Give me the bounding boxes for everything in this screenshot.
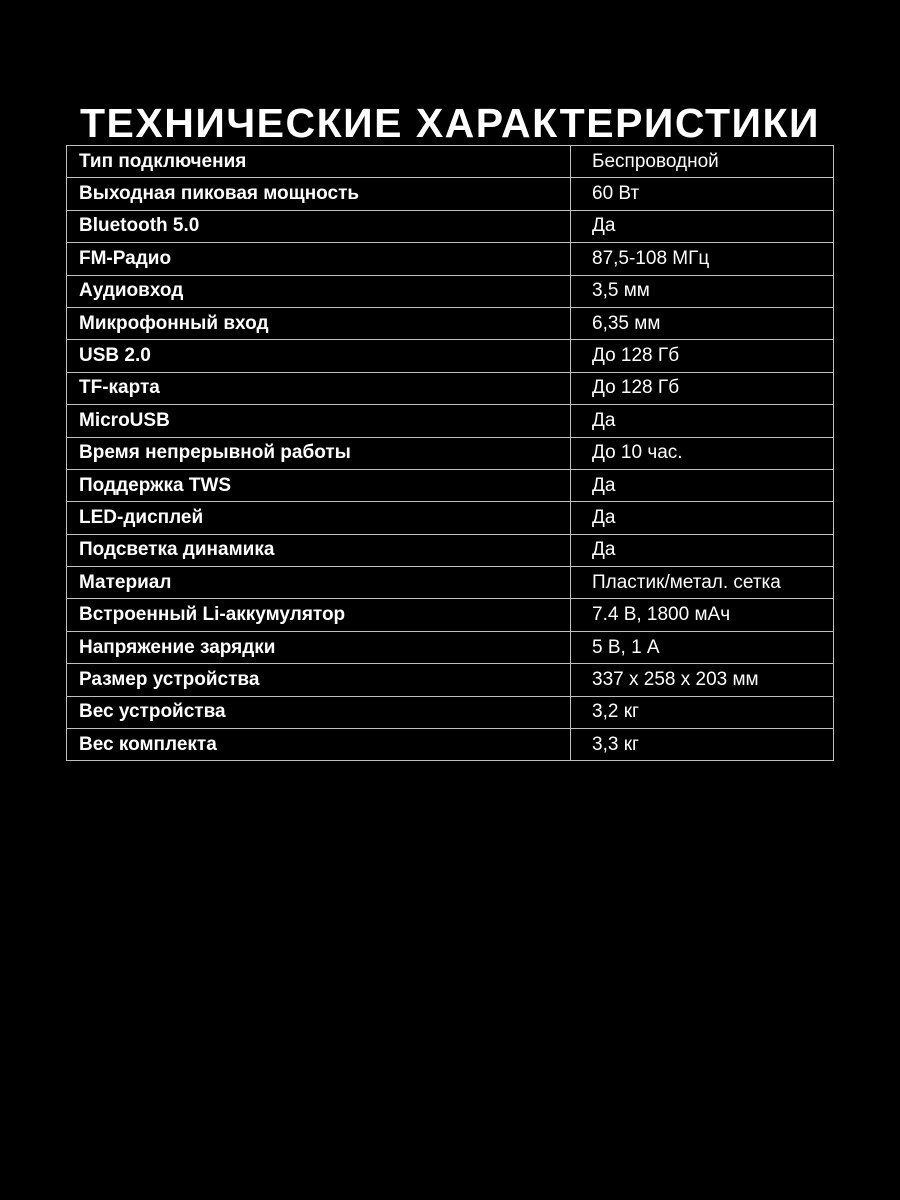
specifications-table [66, 145, 834, 761]
spec-name: Поддержка TWS [67, 469, 571, 501]
table-row [67, 340, 834, 372]
table-row [67, 146, 834, 178]
spec-value: 337 x 258 x 203 мм [571, 664, 834, 696]
spec-value: Да [571, 534, 834, 566]
spec-value: 5 В, 1 А [571, 631, 834, 663]
spec-name: Материал [67, 567, 571, 599]
table-row [67, 307, 834, 339]
table-row [67, 437, 834, 469]
spec-value: До 128 Гб [571, 372, 834, 404]
spec-value: Да [571, 502, 834, 534]
table-row [67, 631, 834, 663]
spec-name: Bluetooth 5.0 [67, 210, 571, 242]
spec-name: Время непрерывной работы [67, 437, 571, 469]
spec-name: Встроенный Li-аккумулятор [67, 599, 571, 631]
table-row [67, 243, 834, 275]
table-row [67, 469, 834, 501]
table-row [67, 275, 834, 307]
spec-value: До 128 Гб [571, 340, 834, 372]
spec-name: LED-дисплей [67, 502, 571, 534]
table-row [67, 664, 834, 696]
spec-value: 60 Вт [571, 178, 834, 210]
spec-value: 6,35 мм [571, 307, 834, 339]
table-row [67, 599, 834, 631]
table-row [67, 534, 834, 566]
spec-value: Да [571, 210, 834, 242]
table-row [67, 210, 834, 242]
spec-value: 3,5 мм [571, 275, 834, 307]
table-row [67, 729, 834, 761]
spec-name: Аудиовход [67, 275, 571, 307]
spec-name: Микрофонный вход [67, 307, 571, 339]
spec-value: Пластик/метал. сетка [571, 567, 834, 599]
spec-name: Выходная пиковая мощность [67, 178, 571, 210]
table-row [67, 372, 834, 404]
table-row [67, 567, 834, 599]
spec-value: Беспроводной [571, 146, 834, 178]
spec-value: 7.4 В, 1800 мАч [571, 599, 834, 631]
spec-name: MicroUSB [67, 405, 571, 437]
spec-value: Да [571, 405, 834, 437]
table-row [67, 405, 834, 437]
spec-name: Подсветка динамика [67, 534, 571, 566]
spec-name: Размер устройства [67, 664, 571, 696]
spec-name: TF-карта [67, 372, 571, 404]
spec-name: Напряжение зарядки [67, 631, 571, 663]
page-title: ТЕХНИЧЕСКИЕ ХАРАКТЕРИСТИКИ [80, 100, 820, 147]
spec-value: 3,3 кг [571, 729, 834, 761]
table-row [67, 696, 834, 728]
spec-value: 87,5-108 МГц [571, 243, 834, 275]
spec-name: FM-Радио [67, 243, 571, 275]
table-row [67, 178, 834, 210]
spec-name: Вес устройства [67, 696, 571, 728]
spec-name: Вес комплекта [67, 729, 571, 761]
spec-name: USB 2.0 [67, 340, 571, 372]
spec-value: До 10 час. [571, 437, 834, 469]
spec-value: 3,2 кг [571, 696, 834, 728]
table-row [67, 502, 834, 534]
spec-value: Да [571, 469, 834, 501]
spec-name: Тип подключения [67, 146, 571, 178]
